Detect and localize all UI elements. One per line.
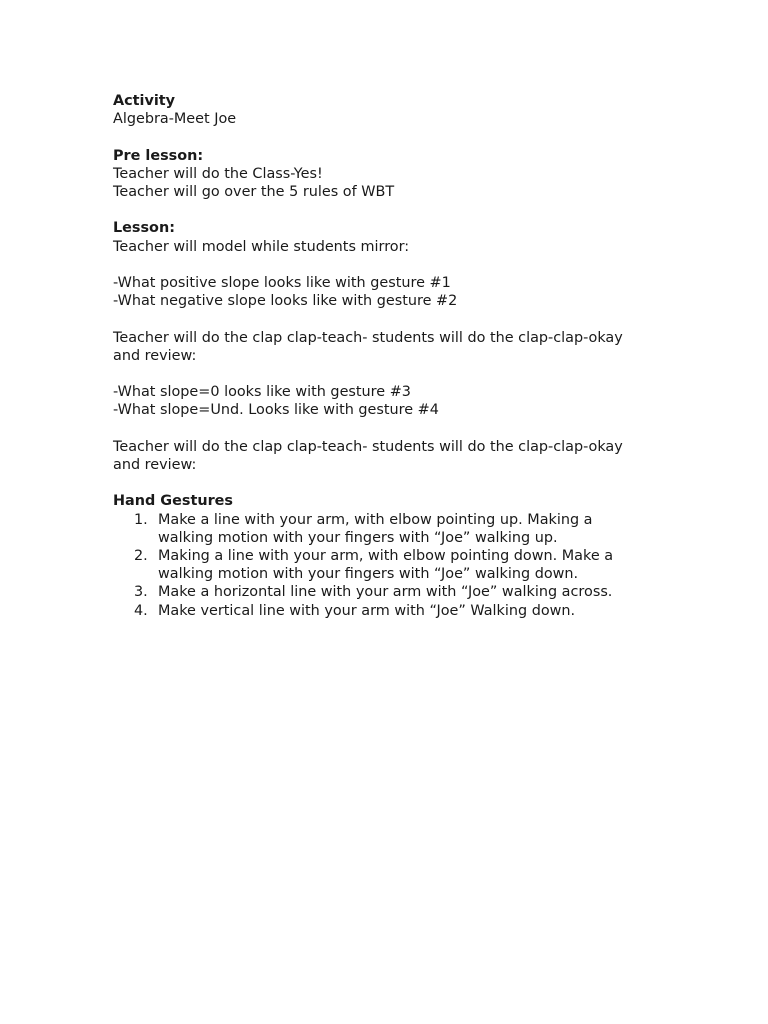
list-item: [113, 547, 673, 583]
list-item: [113, 602, 673, 620]
spacer: [113, 256, 673, 274]
pre-lesson-line: Teacher will do the Class-Yes!: [113, 165, 323, 182]
lesson-heading: Lesson:: [113, 220, 175, 237]
spacer: [113, 474, 673, 492]
list-number: 4.: [134, 602, 148, 619]
spacer: [113, 128, 673, 146]
list-item: [113, 583, 673, 601]
list-number: 3.: [134, 584, 148, 601]
lesson-step: -What positive slope looks like with gesture #1: [113, 274, 451, 291]
document-page: [113, 92, 673, 620]
hand-gestures-heading: Hand Gestures: [113, 493, 233, 510]
list-item-line: Making a line with your arm, with elbow pointing down. Make a: [158, 547, 614, 564]
lesson-step: -What negative slope looks like with gesture #2: [113, 293, 458, 310]
spacer: [113, 365, 673, 383]
hand-gestures-list: [113, 511, 673, 620]
list-item-line: walking motion with your fingers with “Joe” walking up.: [158, 529, 558, 546]
pre-lesson-heading: Pre lesson:: [113, 147, 204, 164]
review-line: and review:: [113, 456, 197, 473]
spacer: [113, 201, 673, 219]
review-line: Teacher will do the clap clap-teach- students will do the clap-clap-okay: [113, 438, 623, 455]
list-item-line: Make vertical line with your arm with “Joe” Walking down.: [158, 602, 576, 619]
list-number: 2.: [134, 547, 148, 564]
list-item-line: Make a horizontal line with your arm with “Joe” walking across.: [158, 584, 613, 601]
lesson-step: -What slope=Und. Looks like with gesture #4: [113, 402, 439, 419]
list-number: 1.: [134, 511, 148, 528]
lesson-step: -What slope=0 looks like with gesture #3: [113, 384, 411, 401]
list-item-line: Make a line with your arm, with elbow pointing up. Making a: [158, 511, 593, 528]
pre-lesson-line: Teacher will go over the 5 rules of WBT: [113, 184, 395, 200]
list-item: [113, 511, 673, 547]
spacer: [113, 420, 673, 438]
activity-text: Algebra-Meet Joe: [113, 111, 237, 128]
activity-heading: Activity: [113, 93, 176, 109]
review-line: Teacher will do the clap clap-teach- students will do the clap-clap-okay: [113, 329, 623, 346]
spacer: [113, 310, 673, 328]
list-item-line: walking motion with your fingers with “Joe” walking down.: [158, 566, 579, 583]
review-line: and review:: [113, 347, 197, 364]
lesson-intro: Teacher will model while students mirror:: [113, 238, 410, 255]
